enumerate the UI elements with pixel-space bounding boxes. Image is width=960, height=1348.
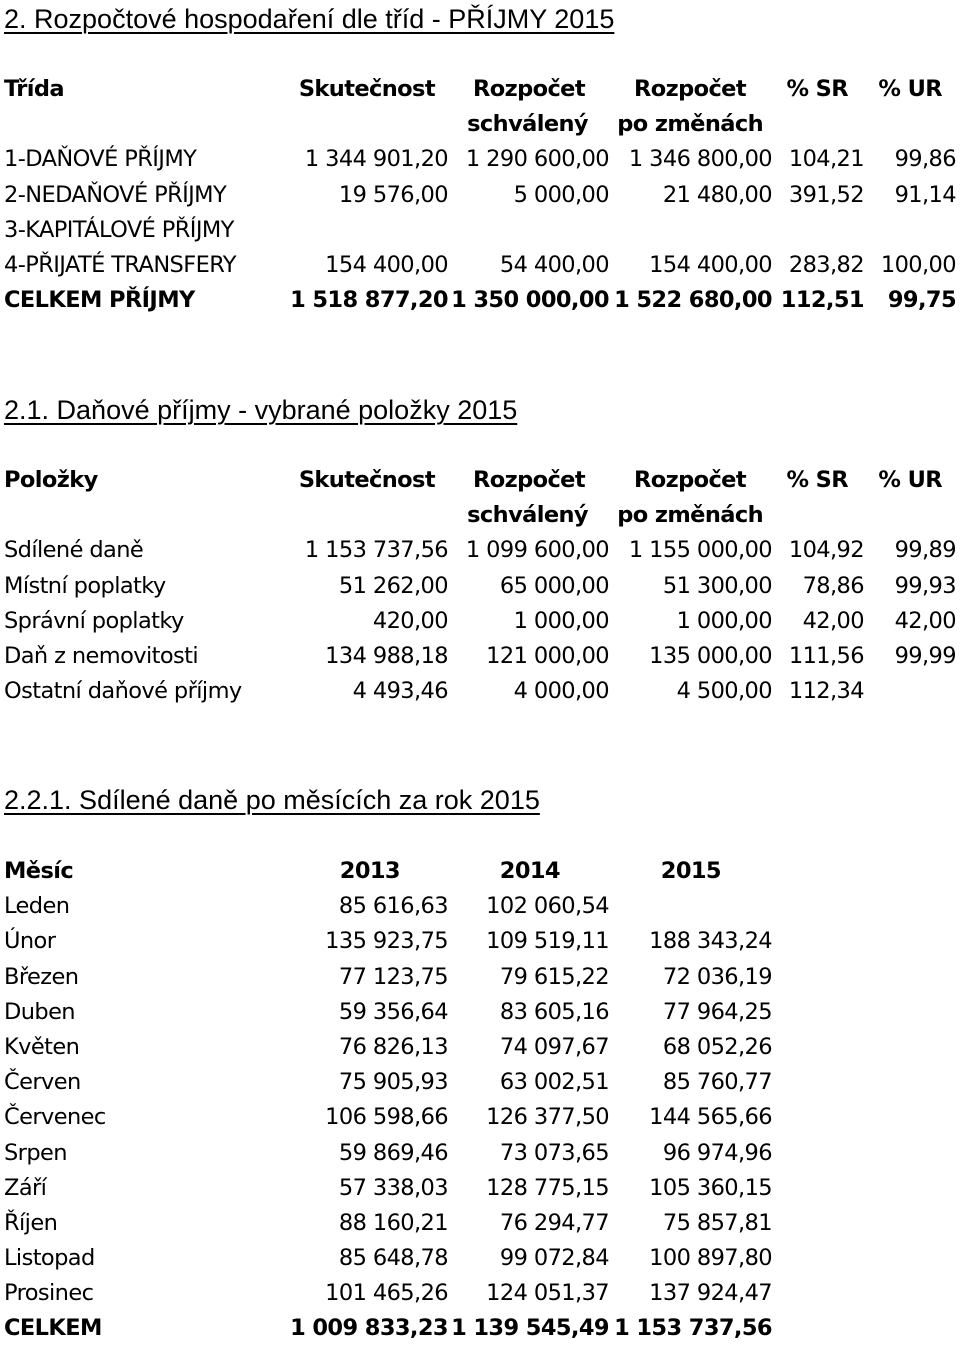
value-2015: 188 343,24 <box>649 928 772 955</box>
value-actual: 154 400,00 <box>325 251 448 278</box>
value-pct-ur: 99,99 <box>894 642 956 669</box>
value-2014: 99 072,84 <box>499 1245 609 1272</box>
table-header-row <box>0 463 960 498</box>
table-row <box>0 569 960 604</box>
value-pct-ur: 99,89 <box>894 537 956 564</box>
value-2014: 74 097,67 <box>499 1033 609 1060</box>
value-actual: 134 988,18 <box>325 642 448 669</box>
value-2014: 124 051,37 <box>486 1280 609 1307</box>
header-year-2015: 2015 <box>660 858 721 884</box>
value-actual: 420,00 <box>372 607 448 634</box>
row-label: Správní poplatky <box>4 607 184 634</box>
value-pct-sr: 104,21 <box>788 146 864 173</box>
value-budget-amended: 4 500,00 <box>676 678 772 705</box>
row-month: Říjen <box>4 1209 58 1236</box>
table-header-row <box>0 72 960 107</box>
value-2015: 105 360,15 <box>649 1174 772 1201</box>
row-label: 2-NEDAŇOVÉ PŘÍJMY <box>4 181 227 208</box>
row-month: Červen <box>4 1069 81 1096</box>
value-budget-approved: 1 099 600,00 <box>465 537 609 564</box>
row-label: 3-KAPITÁLOVÉ PŘÍJMY <box>4 216 234 243</box>
header-year-2014: 2014 <box>499 858 560 884</box>
class-income-table <box>0 72 960 318</box>
total-actual: 1 518 877,20 <box>290 287 448 314</box>
value-pct-ur: 99,86 <box>894 146 956 173</box>
row-label: 1-DAŇOVÉ PŘÍJMY <box>4 146 197 173</box>
table-row <box>0 1171 960 1206</box>
value-2013: 101 465,26 <box>325 1280 448 1307</box>
table-row <box>0 1100 960 1135</box>
table-row <box>0 889 960 924</box>
value-2015: 137 924,47 <box>649 1280 772 1307</box>
value-2015: 72 036,19 <box>662 963 772 990</box>
table-row <box>0 924 960 959</box>
value-2015: 144 565,66 <box>649 1104 772 1131</box>
row-month: Červenec <box>4 1104 106 1131</box>
value-budget-amended: 51 300,00 <box>662 572 772 599</box>
table-row <box>0 1276 960 1311</box>
total-label: CELKEM <box>4 1315 102 1342</box>
value-2014: 79 615,22 <box>499 963 609 990</box>
value-2013: 76 826,13 <box>338 1033 448 1060</box>
value-budget-approved: 1 290 600,00 <box>465 146 609 173</box>
value-2014: 109 519,11 <box>486 928 609 955</box>
row-month: Duben <box>4 998 75 1025</box>
value-budget-approved: 121 000,00 <box>486 642 609 669</box>
value-2013: 106 598,66 <box>325 1104 448 1131</box>
subheader-approved: schválený <box>467 111 588 138</box>
value-pct-sr: 78,86 <box>802 572 864 599</box>
table-row <box>0 1241 960 1276</box>
value-2015: 77 964,25 <box>662 998 772 1025</box>
table-row <box>0 674 960 709</box>
value-pct-ur: 99,93 <box>894 572 956 599</box>
row-label: Sdílené daně <box>4 537 144 564</box>
row-month: Září <box>4 1174 47 1201</box>
row-month: Březen <box>4 963 79 990</box>
value-2013: 75 905,93 <box>338 1069 448 1096</box>
value-actual: 19 576,00 <box>338 181 448 208</box>
value-2015: 85 760,77 <box>662 1069 772 1096</box>
subheader-amended: po změnách <box>617 111 763 138</box>
value-budget-amended: 1 155 000,00 <box>628 537 772 564</box>
value-pct-ur: 91,14 <box>894 181 956 208</box>
subheader-amended: po změnách <box>617 502 763 529</box>
value-pct-ur: 100,00 <box>880 251 956 278</box>
value-2015: 96 974,96 <box>662 1139 772 1166</box>
section1-title: 2. Rozpočtové hospodaření dle tříd - PŘÍJMY 2015 <box>4 4 615 34</box>
row-month: Leden <box>4 893 70 920</box>
total-label: CELKEM PŘÍJMY <box>4 287 195 314</box>
table-row <box>0 1136 960 1171</box>
total-2015: 1 153 737,56 <box>614 1315 772 1342</box>
value-2013: 59 869,46 <box>338 1139 448 1166</box>
value-2013: 85 648,78 <box>338 1245 448 1272</box>
total-2013: 1 009 833,23 <box>290 1315 448 1342</box>
header-year-2013: 2013 <box>339 858 400 884</box>
value-budget-amended: 154 400,00 <box>649 251 772 278</box>
value-pct-sr: 104,92 <box>788 537 864 564</box>
value-pct-sr: 42,00 <box>802 607 864 634</box>
row-label: Místní poplatky <box>4 572 166 599</box>
value-budget-amended: 21 480,00 <box>662 181 772 208</box>
table-row <box>0 639 960 674</box>
value-2013: 57 338,03 <box>338 1174 448 1201</box>
value-budget-approved: 54 400,00 <box>499 251 609 278</box>
table-row <box>0 533 960 568</box>
value-2013: 59 356,64 <box>338 998 448 1025</box>
table-total-row <box>0 1311 960 1346</box>
total-pct-sr: 112,51 <box>780 287 864 314</box>
value-pct-sr: 391,52 <box>788 181 864 208</box>
value-2014: 126 377,50 <box>486 1104 609 1131</box>
value-actual: 4 493,46 <box>352 678 448 705</box>
value-2013: 135 923,75 <box>325 928 448 955</box>
table-subheader-row <box>0 107 960 142</box>
row-month: Prosinec <box>4 1280 94 1307</box>
header-budget-approved: Rozpočet <box>473 76 585 102</box>
header-actual: Skutečnost <box>298 76 435 102</box>
header-month: Měsíc <box>4 858 74 884</box>
header-class: Třída <box>4 76 64 102</box>
value-actual: 1 344 901,20 <box>304 146 448 173</box>
header-pct-sr: % SR <box>786 467 848 493</box>
table-row <box>0 178 960 213</box>
header-actual: Skutečnost <box>298 467 435 493</box>
header-budget-amended: Rozpočet <box>634 467 746 493</box>
value-actual: 51 262,00 <box>338 572 448 599</box>
value-budget-amended: 1 000,00 <box>676 607 772 634</box>
tax-income-table <box>0 463 960 709</box>
total-pct-ur: 99,75 <box>887 287 956 314</box>
header-items: Položky <box>4 467 98 493</box>
row-month: Únor <box>4 928 56 955</box>
value-budget-approved: 4 000,00 <box>513 678 609 705</box>
table-row <box>0 604 960 639</box>
shared-tax-monthly-table <box>0 854 960 1347</box>
row-label: Ostatní daňové příjmy <box>4 678 242 705</box>
value-2014: 128 775,15 <box>486 1174 609 1201</box>
value-2013: 88 160,21 <box>338 1209 448 1236</box>
value-pct-sr: 112,34 <box>788 678 864 705</box>
value-2014: 76 294,77 <box>499 1209 609 1236</box>
value-2014: 63 002,51 <box>499 1069 609 1096</box>
row-label: 4-PŘIJATÉ TRANSFERY <box>4 251 236 278</box>
table-row <box>0 1065 960 1100</box>
value-pct-sr: 283,82 <box>788 251 864 278</box>
value-budget-approved: 1 000,00 <box>513 607 609 634</box>
table-header-row <box>0 854 960 889</box>
table-row <box>0 960 960 995</box>
value-2015: 100 897,80 <box>649 1245 772 1272</box>
value-2015: 75 857,81 <box>662 1209 772 1236</box>
header-pct-ur: % UR <box>878 76 942 102</box>
total-budget-amended: 1 522 680,00 <box>614 287 772 314</box>
total-2014: 1 139 545,49 <box>451 1315 609 1342</box>
value-budget-amended: 135 000,00 <box>649 642 772 669</box>
row-month: Listopad <box>4 1245 95 1272</box>
value-2015: 68 052,26 <box>662 1033 772 1060</box>
value-2014: 102 060,54 <box>486 893 609 920</box>
row-month: Květen <box>4 1033 80 1060</box>
value-2013: 85 616,63 <box>338 893 448 920</box>
header-budget-amended: Rozpočet <box>634 76 746 102</box>
table-total-row <box>0 283 960 318</box>
table-row <box>0 1206 960 1241</box>
table-row <box>0 142 960 177</box>
value-2014: 73 073,65 <box>499 1139 609 1166</box>
total-budget-approved: 1 350 000,00 <box>451 287 609 314</box>
value-actual: 1 153 737,56 <box>304 537 448 564</box>
value-budget-approved: 5 000,00 <box>513 181 609 208</box>
value-budget-approved: 65 000,00 <box>499 572 609 599</box>
value-budget-amended: 1 346 800,00 <box>628 146 772 173</box>
table-row <box>0 1030 960 1065</box>
value-pct-ur: 42,00 <box>894 607 956 634</box>
row-label: Daň z nemovitosti <box>4 642 199 669</box>
section3-title: 2.2.1. Sdílené daně po měsících za rok 2015 <box>4 785 540 815</box>
table-row <box>0 213 960 248</box>
section2-title: 2.1. Daňové příjmy - vybrané položky 2015 <box>4 395 518 425</box>
row-month: Srpen <box>4 1139 67 1166</box>
value-pct-sr: 111,56 <box>788 642 864 669</box>
header-pct-sr: % SR <box>786 76 848 102</box>
table-row <box>0 995 960 1030</box>
value-2013: 77 123,75 <box>338 963 448 990</box>
header-budget-approved: Rozpočet <box>473 467 585 493</box>
value-2014: 83 605,16 <box>499 998 609 1025</box>
subheader-approved: schválený <box>467 502 588 529</box>
header-pct-ur: % UR <box>878 467 942 493</box>
table-row <box>0 248 960 283</box>
table-subheader-row <box>0 498 960 533</box>
